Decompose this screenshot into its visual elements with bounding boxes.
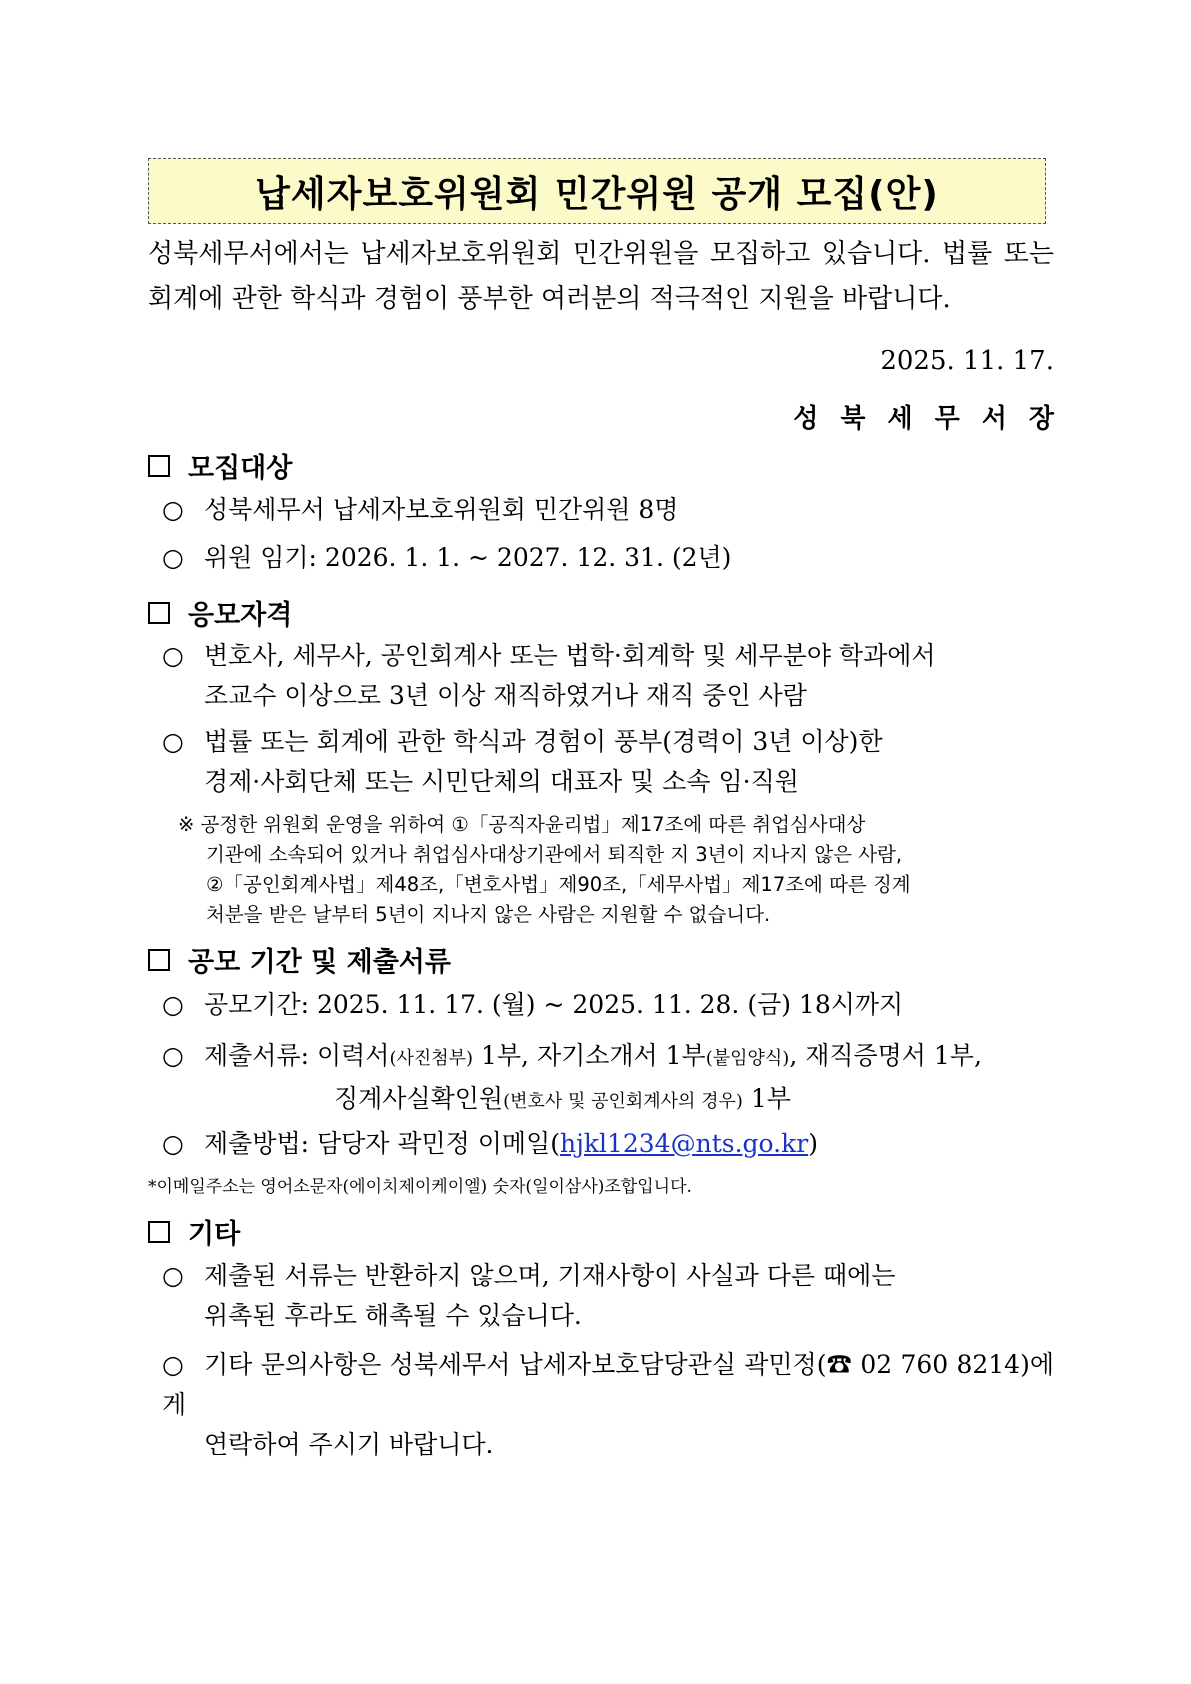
signature: 성북세무서장 — [793, 404, 1076, 434]
item-text: 성북세무서 납세자보호위원회 민간위원 8명 — [204, 495, 679, 524]
item-text: 1부 — [742, 1084, 791, 1113]
list-item — [162, 636, 1054, 716]
item-text: 법률 또는 회계에 관한 학식과 경험이 풍부(경력이 3년 이상)한 — [204, 727, 883, 756]
bullet-icon: ○ — [162, 727, 184, 756]
section-heading-text: 모집대상 — [188, 453, 293, 484]
item-text: 징계사실확인원 — [334, 1084, 504, 1113]
section-etc-heading — [148, 1212, 240, 1251]
item-text: 조교수 이상으로 3년 이상 재직하였거나 재직 중인 사람 — [204, 681, 807, 710]
section-target-heading — [148, 446, 292, 485]
item-text: 연락하여 주시기 바랍니다. — [204, 1430, 494, 1459]
item-text: 공모기간: 2025. 11. 17. (월) ~ 2025. 11. 28. (금) 18시까지 — [204, 990, 904, 1019]
note-line: ②「공인회계사법」제48조,「변호사법」제90조,「세무사법」제17조에 따른 징계 — [206, 873, 911, 896]
list-item — [162, 985, 1054, 1025]
list-item — [162, 1345, 1054, 1465]
item-text: 변호사, 세무사, 공인회계사 또는 법학·회계학 및 세무분야 학과에서 — [204, 641, 936, 670]
item-text: 경제·사회단체 또는 시민단체의 대표자 및 소속 임·직원 — [204, 767, 799, 796]
bullet-icon: ○ — [162, 990, 184, 1019]
section-qualification-heading — [148, 593, 292, 632]
section-heading-text: 공모 기간 및 제출서류 — [188, 947, 451, 978]
list-item — [162, 490, 1054, 530]
item-text: 기타 문의사항은 성북세무서 납세자보호담당관실 곽민정(☎ 02 760 8214)에게 — [162, 1350, 1054, 1419]
list-item — [162, 538, 1054, 578]
list-item — [162, 1036, 1054, 1122]
section-heading-text: 기타 — [188, 1219, 241, 1250]
bullet-icon: ○ — [162, 495, 184, 524]
checkbox-square-icon — [148, 455, 170, 477]
document-title: 납세자보호위원회 민간위원 공개 모집(안) — [148, 158, 1046, 224]
item-text-small: (변호사 및 공인회계사의 경우) — [503, 1091, 743, 1112]
checkbox-square-icon — [148, 949, 170, 971]
list-item — [162, 1256, 1054, 1336]
intro-paragraph: 성북세무서에서는 납세자보호위원회 민간위원을 모집하고 있습니다. 법률 또는 회계에 관한 학식과 경험이 풍부한 여러분의 적극적인 지원을 바랍니다. — [148, 239, 1054, 314]
item-text: 1부, 자기소개서 1부 — [473, 1041, 706, 1070]
item-text: 이력서 — [316, 1041, 390, 1070]
list-item — [162, 1124, 1054, 1164]
section-period-heading — [148, 940, 451, 979]
email-link[interactable]: hjkl1234@nts.go.kr — [559, 1129, 809, 1158]
note-line: 처분을 받은 날부터 5년이 지나지 않은 사람은 지원할 수 없습니다. — [206, 903, 771, 926]
checkbox-square-icon — [148, 602, 170, 624]
item-text: ) — [808, 1129, 818, 1158]
item-text: 제출방법: 담당자 곽민정 이메일( — [204, 1129, 560, 1158]
item-text: , 재직증명서 1부, — [789, 1041, 982, 1070]
bullet-icon: ○ — [162, 1041, 184, 1070]
qualification-note — [178, 810, 1054, 930]
bullet-icon: ○ — [162, 543, 184, 572]
bullet-icon: ○ — [162, 641, 184, 670]
item-text: 위촉된 후라도 해촉될 수 있습니다. — [204, 1301, 582, 1330]
item-text-small: (붙임양식) — [705, 1048, 790, 1069]
email-footnote: *이메일주소는 영어소문자(에이치제이케이엘) 숫자(일이삼사)조합입니다. — [148, 1177, 692, 1197]
note-line: 기관에 소속되어 있거나 취업심사대상기관에서 퇴직한 지 3년이 지나지 않은 사람, — [206, 843, 903, 866]
list-item — [162, 722, 1054, 802]
item-text-small: (사진첨부) — [389, 1048, 474, 1069]
note-line: ※ 공정한 위원회 운영을 위하여 ①「공직자윤리법」제17조에 따른 취업심사대상 — [178, 813, 866, 836]
bullet-icon: ○ — [162, 1261, 184, 1290]
item-text: 제출된 서류는 반환하지 않으며, 기재사항이 사실과 다른 때에는 — [204, 1261, 896, 1290]
checkbox-square-icon — [148, 1221, 170, 1243]
item-text: 위원 임기: 2026. 1. 1. ~ 2027. 12. 31. (2년) — [204, 543, 732, 572]
section-heading-text: 응모자격 — [188, 600, 293, 631]
bullet-icon: ○ — [162, 1129, 184, 1158]
document-date: 2025. 11. 17. — [880, 346, 1054, 376]
bullet-icon: ○ — [162, 1350, 184, 1379]
item-label: 제출서류: — [204, 1041, 310, 1070]
